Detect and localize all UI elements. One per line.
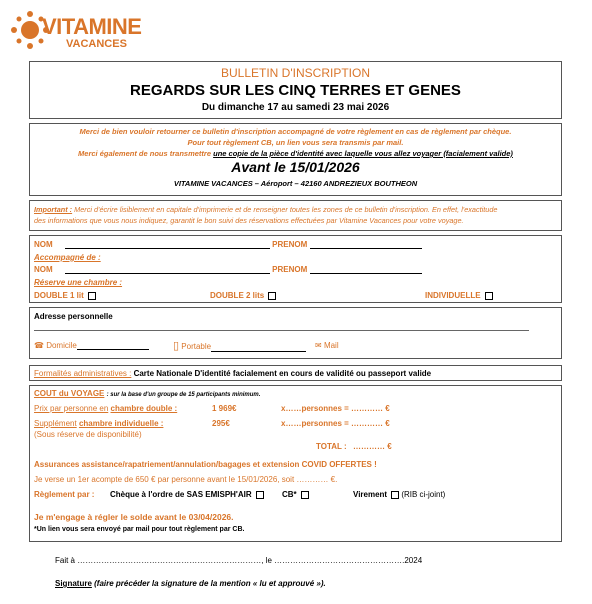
portable-label: Portable	[181, 342, 212, 351]
mail-row	[315, 341, 339, 350]
contact-box	[29, 307, 562, 359]
room-double-1-checkbox[interactable]	[88, 292, 96, 300]
signature-label: Signature	[55, 579, 92, 588]
pay-cheque-label: Chèque à l'ordre de SAS EMISPH'AIR	[110, 490, 252, 499]
room-double-2[interactable]	[210, 291, 276, 300]
supp-value: 295€	[212, 419, 230, 428]
room-individuelle-label: INDIVIDUELLE	[425, 291, 481, 300]
cout-label: COUT du VOYAGE	[34, 389, 105, 398]
nom-row-2	[34, 265, 422, 274]
formalites-box	[29, 365, 562, 381]
pay-virement-checkbox[interactable]	[391, 491, 399, 499]
domicile-field[interactable]	[77, 349, 149, 350]
room-double-1[interactable]	[34, 291, 96, 300]
brand-logo	[8, 8, 168, 52]
room-individuelle-checkbox[interactable]	[485, 292, 493, 300]
prenom-field-2[interactable]	[310, 273, 422, 274]
pay-cb[interactable]	[282, 490, 309, 499]
instruction-line-2: Pour tout règlement CB, un lien vous sera transmis par mail.	[187, 138, 404, 147]
page-title: REGARDS SUR LES CINQ TERRES ET GENES	[130, 82, 461, 99]
nom-field-1[interactable]	[65, 248, 270, 249]
cb-note: *Un lien vous sera envoyé par mail pour tout règlement par CB.	[34, 526, 245, 533]
solde-text: Je m'engage à régler le solde avant le 03/04/2026.	[34, 512, 234, 522]
cout-header	[34, 389, 260, 398]
instructions-box	[29, 123, 562, 196]
important-text	[34, 204, 497, 226]
header-box	[29, 61, 562, 119]
instruction-line-1: Merci de bien vouloir retourner ce bulletin d'inscription accompagné de votre règlement en cas de règlement par chèque.	[79, 127, 512, 136]
pay-cheque-checkbox[interactable]	[256, 491, 264, 499]
supp-note: (Sous réserve de disponibilité)	[34, 430, 142, 439]
portable-row	[173, 339, 306, 352]
prix-label-prefix: Prix par personne en	[34, 404, 109, 413]
trip-dates: Du dimanche 17 au samedi 23 mai 2026	[201, 102, 390, 113]
mobile-phone-icon: ▯	[173, 340, 180, 352]
portable-field[interactable]	[211, 351, 306, 352]
important-text-2: des informations que vous nous indiquez, garantit le bon suivi des réservations effectuées par Vitamine Vacances pour votre voyage.	[34, 216, 464, 225]
prenom-label-2: PRENOM	[272, 265, 308, 274]
supp-label-room: chambre individuelle :	[78, 419, 164, 428]
cost-box	[29, 385, 562, 542]
pay-cb-checkbox[interactable]	[301, 491, 309, 499]
prix-value: 1 969€	[212, 404, 237, 413]
logo-brand: VITAMINE	[42, 14, 142, 39]
cout-note: : sur la base d'un groupe de 15 participants minimum.	[106, 392, 261, 398]
pay-cb-label: CB*	[282, 490, 297, 499]
fait-line[interactable]: Fait à ……………………………………………………………, le ………………………………………….2024	[55, 556, 423, 565]
formalites-value: Carte Nationale D'identité facialement en cours de validité ou passeport valide	[131, 369, 432, 378]
assurance-text: Assurances assistance/rapatriement/annulation/bagages et extension COVID OFFERTES !	[34, 460, 377, 469]
rib-note: (RIB ci-joint)	[401, 490, 446, 499]
logo-sub: VACANCES	[66, 38, 127, 50]
reglement-label: Règlement par :	[34, 490, 95, 499]
pay-cheque[interactable]	[110, 490, 264, 499]
agency-address: VITAMINE VACANCES – Aéroport – 42160 ANDREZIEUX BOUTHEON	[173, 179, 418, 188]
signature-line	[55, 579, 326, 588]
room-double-1-label: DOUBLE 1 lit	[34, 291, 84, 300]
nom-row-1	[34, 240, 422, 249]
form-type: BULLETIN D'INSCRIPTION	[221, 66, 370, 80]
total-value[interactable]: ………… €	[353, 442, 392, 451]
supp-label-prefix: Supplément	[34, 419, 77, 428]
instruction-line-3	[30, 149, 561, 158]
supp-calc[interactable]: x……personnes = ………… €	[281, 419, 390, 428]
prix-calc[interactable]: x……personnes = ………… €	[281, 404, 390, 413]
pay-virement[interactable]	[353, 490, 445, 499]
adresse-field[interactable]	[34, 330, 529, 331]
domicile-label: Domicile	[46, 341, 77, 350]
signature-note: (faire précéder la signature de la mention « lu et approuvé »).	[91, 579, 326, 588]
important-label: Important :	[34, 205, 73, 214]
phone-icon: ☎	[34, 341, 44, 350]
reserve-label: Réserve une chambre :	[34, 278, 123, 287]
participants-box	[29, 235, 562, 303]
instruction-line-3-prefix: Merci également de nous transmettre	[78, 149, 212, 158]
mail-icon: ✉	[315, 341, 322, 350]
nom-label: NOM	[34, 240, 53, 249]
instruction-line-3-link: une copie de la pièce d'identité avec laquelle vous allez voyager (facialement valide)	[213, 149, 513, 158]
mail-label: Mail	[323, 341, 339, 350]
deadline: Avant le 15/01/2026	[231, 159, 360, 175]
domicile-row	[34, 341, 149, 350]
room-double-2-label: DOUBLE 2 lits	[210, 291, 265, 300]
acompte-text: Je verse un 1er acompte de 650 € par personne avant le 15/01/2026, soit ………… €.	[34, 475, 338, 484]
prenom-field-1[interactable]	[310, 248, 422, 249]
formalites-label: Formalités administratives :	[34, 369, 132, 378]
prix-label-room: chambre double :	[110, 404, 178, 413]
accompagne-label: Accompagné de :	[34, 253, 101, 262]
room-double-2-checkbox[interactable]	[268, 292, 276, 300]
supp-row	[34, 419, 163, 428]
important-text-1: Merci d'écrire lisiblement en capitale d'imprimerie et de renseigner toutes les zones de ce bulletin d'inscription. En effet, l'exactitude	[72, 205, 498, 214]
pay-virement-label: Virement	[353, 490, 388, 499]
prix-row	[34, 404, 177, 413]
adresse-label: Adresse personnelle	[34, 312, 113, 321]
important-box	[29, 200, 562, 231]
room-individuelle[interactable]	[425, 291, 493, 300]
prenom-label: PRENOM	[272, 240, 308, 249]
total-label: TOTAL :	[316, 442, 347, 451]
nom-field-2[interactable]	[65, 273, 270, 274]
nom-label-2: NOM	[34, 265, 53, 274]
formalites-text	[34, 369, 431, 378]
